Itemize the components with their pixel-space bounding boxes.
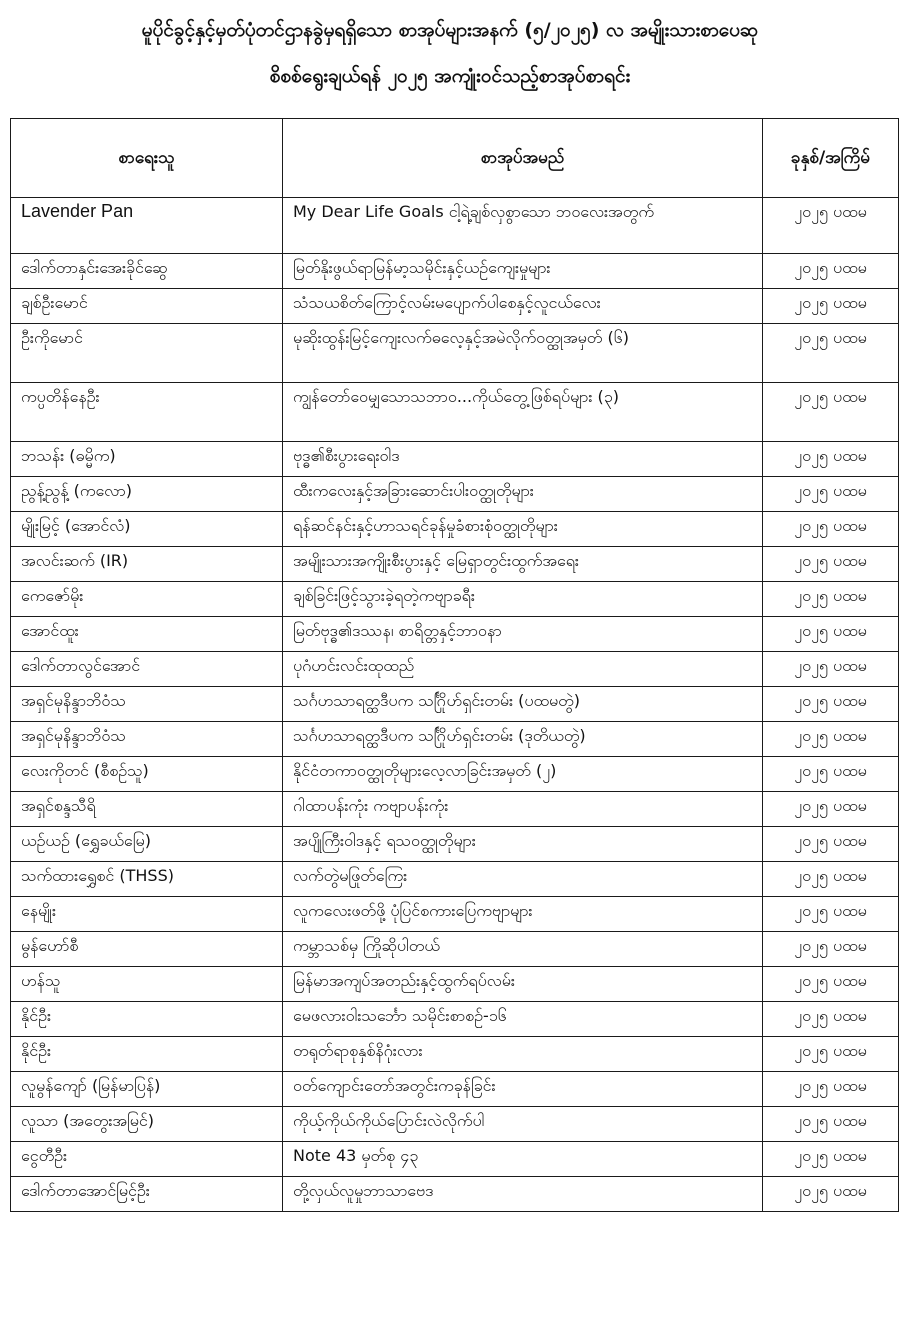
book-title-cell: ရန်ဆင်နင်းနှင့်ဟာသရင်ခုန်မှုခံစားစုံဝတ္ထုတိုများ: [283, 512, 763, 547]
table-row: [11, 1072, 899, 1107]
author-cell: ချစ်ဦးမောင်: [11, 289, 283, 324]
table-row: [11, 897, 899, 932]
year-cell: ၂၀၂၅ ပထမ: [763, 617, 899, 652]
table-row: [11, 862, 899, 897]
author-cell: ဒေါက်တာအောင်မြင့်ဦး: [11, 1177, 283, 1212]
book-title-cell: ကမ္ဘာသစ်မှ ကြိုဆိုပါတယ်: [283, 932, 763, 967]
table-row: [11, 757, 899, 792]
table-row: [11, 289, 899, 324]
year-cell: ၂၀၂၅ ပထမ: [763, 1037, 899, 1072]
book-title-cell: မြတ်ဗုဒ္ဓ၏ဒဿန၊ စာရိတ္တနှင့်ဘာဝနာ: [283, 617, 763, 652]
table-row: [11, 582, 899, 617]
book-title-cell: လက်တွဲမဖြုတ်ကြေး: [283, 862, 763, 897]
table-row: [11, 722, 899, 757]
year-cell: ၂၀၂၅ ပထမ: [763, 383, 899, 442]
header-book-title: စာအုပ်အမည်: [283, 119, 763, 198]
table-row: [11, 512, 899, 547]
table-row: [11, 324, 899, 383]
book-title-cell: ကိုယ့်ကိုယ်ကိုယ်ပြောင်းလဲလိုက်ပါ: [283, 1107, 763, 1142]
year-cell: ၂၀၂၅ ပထမ: [763, 289, 899, 324]
author-cell: မျိုးမြင့် (အောင်လံ): [11, 512, 283, 547]
year-cell: ၂၀၂၅ ပထမ: [763, 1177, 899, 1212]
table-row: [11, 652, 899, 687]
table-row: [11, 967, 899, 1002]
book-title-cell: My Dear Life Goals ငါ့ရဲ့ချစ်လှစွာသော ဘဝလေးအတွက်: [283, 198, 763, 254]
book-title-cell: ကျွန်တော်ဝေမျှသောသဘာဝ...ကိုယ်တွေ့ဖြစ်ရပ်များ (၃): [283, 383, 763, 442]
year-cell: ၂၀၂၅ ပထမ: [763, 687, 899, 722]
book-title-cell: Note 43 မှတ်စု ၄၃: [283, 1142, 763, 1177]
year-cell: ၂၀၂၅ ပထမ: [763, 198, 899, 254]
table-row: [11, 1037, 899, 1072]
year-cell: ၂၀၂၅ ပထမ: [763, 324, 899, 383]
book-title-cell: သင်္ဂဟသာရတ္ထဒီပက သင်္ဂြိုဟ်ရှင်းတမ်း (ဒုတိယတွဲ): [283, 722, 763, 757]
year-cell: ၂၀၂၅ ပထမ: [763, 722, 899, 757]
author-cell: ကေဇော်မိုး: [11, 582, 283, 617]
book-title-cell: ထီးကလေးနှင့်အခြားဆောင်းပါးဝတ္ထုတိုများ: [283, 477, 763, 512]
author-cell: အောင်ထူး: [11, 617, 283, 652]
author-cell: အရှင်စန္ဒသီရိ: [11, 792, 283, 827]
year-cell: ၂၀၂၅ ပထမ: [763, 932, 899, 967]
table-row: [11, 792, 899, 827]
book-title-cell: မေဖလားဝါးသင်္ဘော သမိုင်းစာစဉ်-၁၆: [283, 1002, 763, 1037]
year-cell: ၂၀၂၅ ပထမ: [763, 827, 899, 862]
table-row: [11, 254, 899, 289]
table-row: [11, 1107, 899, 1142]
page-subtitle: စိစစ်ရွေးချယ်ရန် ၂၀၂၅ အကျုံးဝင်သည့်စာအုပ်စာရင်း: [269, 65, 631, 87]
year-cell: ၂၀၂၅ ပထမ: [763, 862, 899, 897]
header-year-edition: ခုနှစ်/အကြိမ်: [763, 119, 899, 198]
book-title-cell: တို့လှယ်လူမှုဘာသာဗေဒ: [283, 1177, 763, 1212]
book-title-cell: တရုတ်ရာစုနှစ်နိဂုံးလား: [283, 1037, 763, 1072]
book-title-cell: ပုဂံဟင်းလင်းထုထည်: [283, 652, 763, 687]
year-cell: ၂၀၂၅ ပထမ: [763, 792, 899, 827]
table-row: [11, 932, 899, 967]
year-cell: ၂၀၂၅ ပထမ: [763, 512, 899, 547]
book-title-cell: နိုင်ငံတကာဝတ္ထုတိုများလေ့လာခြင်းအမှတ် (၂): [283, 757, 763, 792]
author-cell: လူသာ (အတွေးအမြင်): [11, 1107, 283, 1142]
year-cell: ၂၀၂၅ ပထမ: [763, 477, 899, 512]
year-cell: ၂၀၂၅ ပထမ: [763, 967, 899, 1002]
table-row: [11, 617, 899, 652]
year-cell: ၂၀၂၅ ပထမ: [763, 254, 899, 289]
author-cell: အလင်းဆက် (IR): [11, 547, 283, 582]
page-title: မူပိုင်ခွင့်နှင့်မှတ်ပုံတင်ဌာနခွဲမှရရှိသော စာအုပ်များအနက် (၅/၂၀၂၅) လ အမျိုးသားစာပေဆု: [141, 19, 759, 41]
year-cell: ၂၀၂၅ ပထမ: [763, 582, 899, 617]
author-cell: နိုင်ဦး: [11, 1037, 283, 1072]
author-cell: နိုင်ဦး: [11, 1002, 283, 1037]
book-title-cell: မြတ်နိုးဖွယ်ရာမြန်မာ့သမိုင်းနှင့်ယဉ်ကျေးမှုများ: [283, 254, 763, 289]
table-row: [11, 1002, 899, 1037]
author-cell: သက်ထားရွှေစင် (THSS): [11, 862, 283, 897]
author-cell: ဒေါက်တာလွင်အောင်: [11, 652, 283, 687]
book-title-cell: ဂါထာပန်းကုံး ကဗျာပန်းကုံး: [283, 792, 763, 827]
year-cell: ၂၀၂၅ ပထမ: [763, 1107, 899, 1142]
book-title-cell: သင်္ဂဟသာရတ္ထဒီပက သင်္ဂြိုဟ်ရှင်းတမ်း (ပထမတွဲ): [283, 687, 763, 722]
year-cell: ၂၀၂၅ ပထမ: [763, 1072, 899, 1107]
author-cell: လူမွန်ကျော် (မြန်မာပြန်): [11, 1072, 283, 1107]
header-author: စာရေးသူ: [11, 119, 283, 198]
table-header-row: [11, 119, 899, 198]
table-row: [11, 547, 899, 582]
year-cell: ၂၀၂၅ ပထမ: [763, 757, 899, 792]
author-cell: ငွေတီဦး: [11, 1142, 283, 1177]
book-list-table: [10, 118, 899, 1212]
year-cell: ၂၀၂၅ ပထမ: [763, 1002, 899, 1037]
year-cell: ၂၀၂၅ ပထမ: [763, 442, 899, 477]
author-cell: ဘသန်း (ဓမ္မိက): [11, 442, 283, 477]
year-cell: ၂၀၂၅ ပထမ: [763, 1142, 899, 1177]
author-cell: အရှင်မုနိန္ဒာဘိဝံသ: [11, 687, 283, 722]
table-row: [11, 1142, 899, 1177]
author-cell: ကပ္ပတိန်နေဦး: [11, 383, 283, 442]
table-row: [11, 827, 899, 862]
book-title-cell: ဝတ်ကျောင်းတော်အတွင်းကခုန်ခြင်း: [283, 1072, 763, 1107]
author-cell: ယဉ်ယဉ် (ရွှေခယ်မြေ): [11, 827, 283, 862]
year-cell: ၂၀၂၅ ပထမ: [763, 652, 899, 687]
table-row: [11, 198, 899, 254]
author-cell: Lavender Pan: [11, 198, 283, 254]
book-title-cell: မုဆိုးထွန်းမြင့်ကျေးလက်ဓလေ့နှင့်အမဲလိုက်ဝတ္ထုအမှတ် (၆): [283, 324, 763, 383]
book-title-cell: အမျိုးသားအကျိုးစီးပွားနှင့် မြေရှာတွင်းထွက်အရေး: [283, 547, 763, 582]
book-title-cell: အပျိုကြီးဝါဒနှင့် ရသဝတ္ထုတိုများ: [283, 827, 763, 862]
author-cell: မွန်ဟော်စီ: [11, 932, 283, 967]
table-row: [11, 687, 899, 722]
book-title-cell: ဗုဒ္ဓ၏စီးပွားရေးဝါဒ: [283, 442, 763, 477]
book-title-cell: မြန်မာအကျပ်အတည်းနှင့်ထွက်ရပ်လမ်း: [283, 967, 763, 1002]
author-cell: လေးကိုတင် (စီစဉ်သူ): [11, 757, 283, 792]
author-cell: ဦးကိုမောင်: [11, 324, 283, 383]
book-title-cell: သံသယစိတ်ကြောင့်လမ်းမပျောက်ပါစေနှင့်လူငယ်လေး: [283, 289, 763, 324]
author-cell: ညွန့်ညွန့် (ကလော): [11, 477, 283, 512]
table-row: [11, 442, 899, 477]
year-cell: ၂၀၂၅ ပထမ: [763, 547, 899, 582]
book-title-cell: လူကလေးဖတ်ဖို့ ပုံပြင်စကားပြေကဗျာများ: [283, 897, 763, 932]
table-row: [11, 383, 899, 442]
author-cell: ဟန်သူ: [11, 967, 283, 1002]
author-cell: နေမျိုး: [11, 897, 283, 932]
year-cell: ၂၀၂၅ ပထမ: [763, 897, 899, 932]
author-cell: ဒေါက်တာနှင်းအေးခိုင်ဆွေ: [11, 254, 283, 289]
book-title-cell: ချစ်ခြင်းဖြင့်သွားခဲ့ရတဲ့ကဗျာခရီး: [283, 582, 763, 617]
table-row: [11, 1177, 899, 1212]
author-cell: အရှင်မုနိန္ဒာဘိဝံသ: [11, 722, 283, 757]
table-row: [11, 477, 899, 512]
